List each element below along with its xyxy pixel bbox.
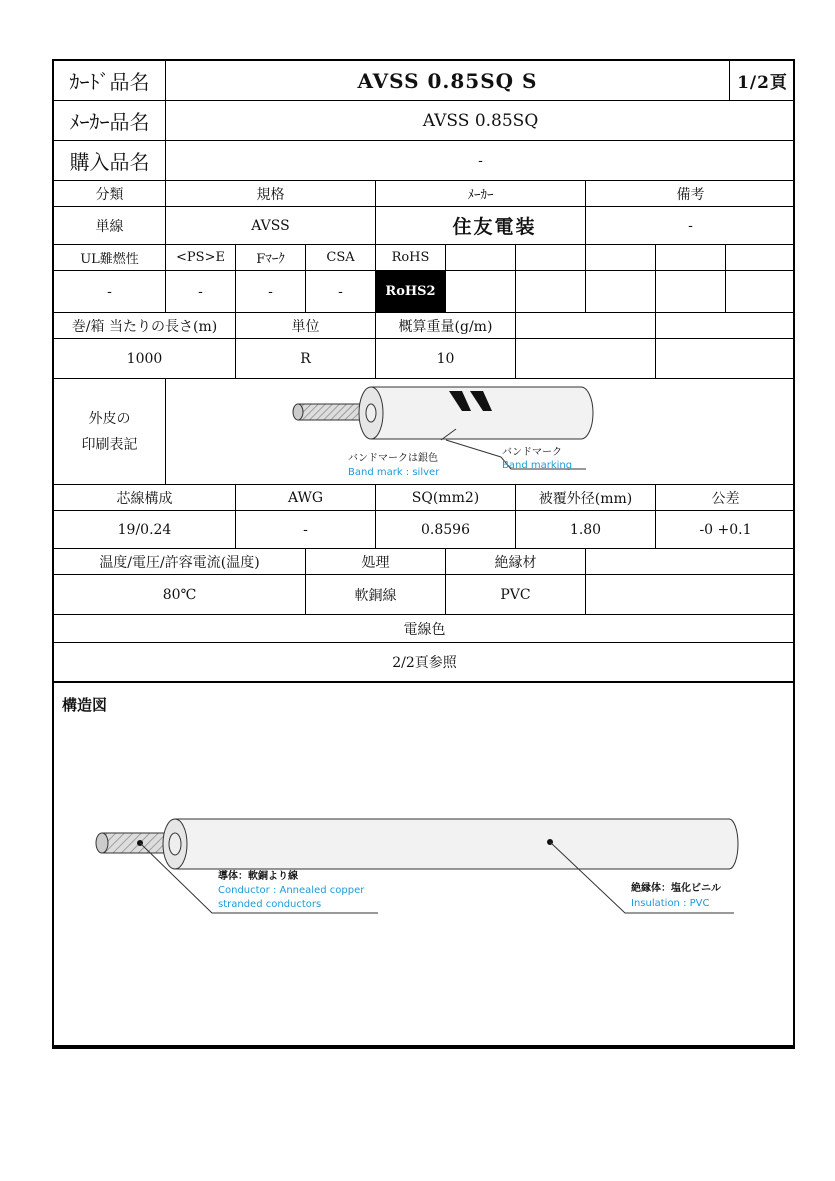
band-silver-jp: バンドマークは銀色: [348, 452, 438, 464]
insulation-jp: 絶縁体：塩化ビニル: [631, 883, 721, 894]
temp-value: 80℃: [54, 575, 306, 615]
cert-header-empty: [586, 245, 656, 271]
core-value: 19/0.24: [54, 511, 236, 549]
cert-value-f: -: [236, 271, 306, 313]
tolerance-header: 公差: [656, 485, 795, 511]
cable-body-icon: [175, 819, 738, 869]
purchase-name-label: 購入品名: [54, 141, 166, 181]
cert-header-empty: [656, 245, 726, 271]
spec-sheet: [52, 59, 795, 1049]
structure-labels: [54, 869, 795, 929]
note-value: -: [586, 207, 795, 245]
od-header: 被覆外径(mm): [516, 485, 656, 511]
maker-value: 住友電装: [376, 207, 586, 245]
sq-header: SQ(mm2): [376, 485, 516, 511]
cert-value-ul: -: [54, 271, 166, 313]
insulation-en: Insulation : PVC: [631, 898, 710, 909]
weight-value: 10: [376, 339, 516, 379]
band-silver-en: Band mark : silver: [348, 466, 440, 478]
wire-color-header: 電線色: [54, 615, 795, 643]
band-mark-en: Band marking: [502, 459, 573, 471]
empty-header: [516, 313, 656, 339]
cert-header-pse: <PS>E: [166, 245, 236, 271]
print-marking-figure: [166, 379, 795, 485]
process-header: 処理: [306, 549, 446, 575]
maker-header: ﾒｰｶｰ: [376, 181, 586, 207]
cert-header-empty: [726, 245, 795, 271]
print-marking-label: 外皮の 印刷表記: [54, 379, 166, 485]
card-name-label: ｶｰﾄﾞ品名: [54, 61, 166, 101]
unit-value: R: [236, 339, 376, 379]
cert-header-f: Fﾏｰｸ: [236, 245, 306, 271]
empty-value: [516, 339, 656, 379]
cert-value-csa: -: [306, 271, 376, 313]
empty-value: [586, 575, 795, 615]
insulation-value: PVC: [446, 575, 586, 615]
cert-header-empty: [516, 245, 586, 271]
empty-value: [656, 339, 795, 379]
awg-header: AWG: [236, 485, 376, 511]
rohs-badge: RoHS2: [376, 271, 446, 313]
class-value: 単線: [54, 207, 166, 245]
length-header: 巻/箱 当たりの長さ(m): [54, 313, 236, 339]
weight-header: 概算重量(g/m): [376, 313, 516, 339]
cert-value-empty: [656, 271, 726, 313]
conductor-core-icon: [298, 404, 360, 420]
conductor-en-2: stranded conductors: [218, 899, 322, 910]
cert-header-csa: CSA: [306, 245, 376, 271]
cert-value-empty: [446, 271, 516, 313]
cable-hole-icon: [366, 404, 376, 422]
maker-name-value: AVSS 0.85SQ: [166, 101, 795, 141]
insulation-header: 絶縁材: [446, 549, 586, 575]
cable-hole-icon: [169, 833, 181, 855]
cert-header-ul: UL難燃性: [54, 245, 166, 271]
spec-value: AVSS: [166, 207, 376, 245]
conductor-end-icon: [293, 404, 303, 420]
tolerance-value: -0 +0.1: [656, 511, 795, 549]
conductor-jp: 導体：軟銅より線: [218, 871, 298, 882]
od-value: 1.80: [516, 511, 656, 549]
empty-header: [586, 549, 795, 575]
conductor-en-1: Conductor : Annealed copper: [218, 885, 365, 896]
cert-value-empty: [726, 271, 795, 313]
class-header: 分類: [54, 181, 166, 207]
empty-header: [656, 313, 795, 339]
process-value: 軟銅線: [306, 575, 446, 615]
page-number: 1/2頁: [730, 61, 795, 101]
cert-value-empty: [586, 271, 656, 313]
leader-line: [446, 440, 501, 457]
sq-value: 0.8596: [376, 511, 516, 549]
cert-header-rohs: RoHS: [376, 245, 446, 271]
spec-header: 規格: [166, 181, 376, 207]
cert-value-pse: -: [166, 271, 236, 313]
cert-header-empty: [446, 245, 516, 271]
cert-value-empty: [516, 271, 586, 313]
band-mark-diagram: [166, 379, 795, 485]
core-header: 芯線構成: [54, 485, 236, 511]
length-value: 1000: [54, 339, 236, 379]
unit-header: 単位: [236, 313, 376, 339]
card-name-value: AVSS 0.85SQ S: [166, 61, 730, 101]
band-mark-jp: バンドマーク: [502, 446, 562, 458]
temp-header: 温度/電圧/許容電流(温度): [54, 549, 306, 575]
conductor-end-icon: [96, 833, 108, 853]
awg-value: -: [236, 511, 376, 549]
wire-color-value: 2/2頁参照: [54, 643, 795, 683]
purchase-name-value: -: [166, 141, 795, 181]
note-header: 備考: [586, 181, 795, 207]
structure-heading: 構造図: [62, 696, 108, 714]
maker-name-label: ﾒｰｶｰ品名: [54, 101, 166, 141]
